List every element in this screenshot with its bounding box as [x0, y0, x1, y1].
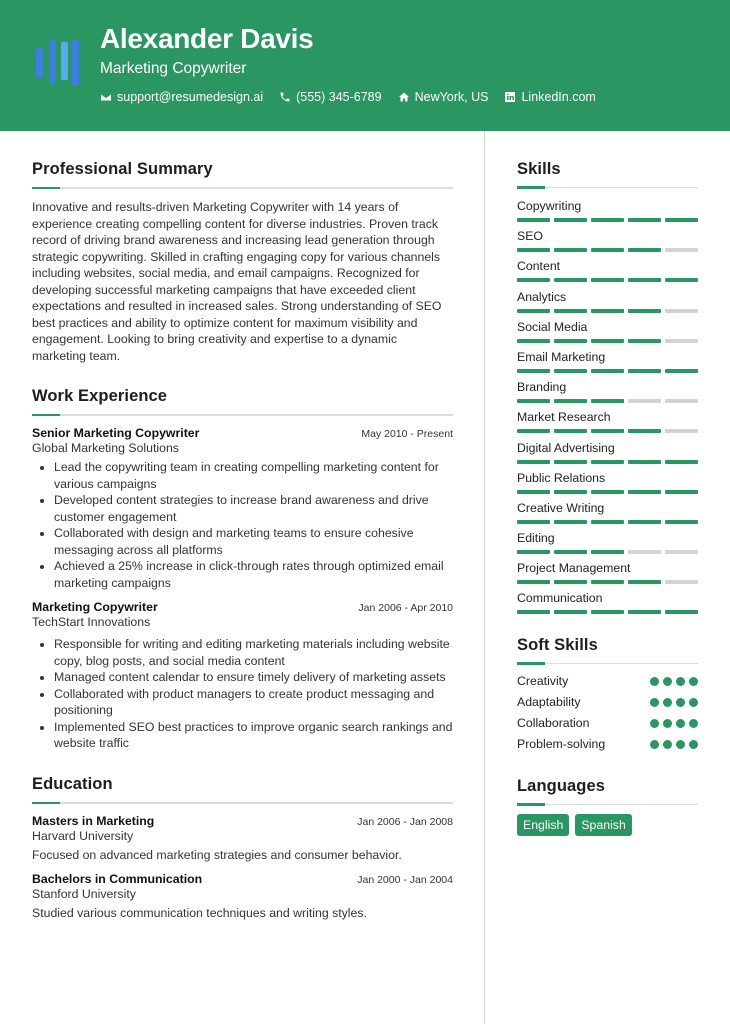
- skill-level-segment: [665, 369, 698, 373]
- level-dot: [663, 740, 672, 749]
- summary-text: Innovative and results-driven Marketing Copywriter with 14 years of experience creating compelling content for diverse industries. Proven track record of driving brand awareness and increasing lead generation through strategic copywriting. Skilled in crafting engaging copy for various channels including websites, social media, and email campaigns. Recognized for developing successful marketing campaigns that have exceeded client expectations and resulted in increased sales. Strong understanding of SEO best practices and ability to optimize content for maximum visibility and engagement. Looking to bring creativity and expertise to a dynamic marketing team.: [32, 200, 442, 363]
- list-item: • Developed content strategies to increase brand awareness and drive customer engagement: [54, 492, 453, 525]
- skill-level-segment: [554, 580, 587, 584]
- skill-level-segment: [665, 278, 698, 282]
- degree-title: Bachelors in Communication: [32, 871, 203, 886]
- contact-linkedin[interactable]: [504, 90, 595, 104]
- soft-skills-section: [517, 636, 698, 755]
- skill-level-segment: [665, 399, 698, 403]
- education-date: Jan 2000 - Jan 2004: [357, 873, 453, 886]
- skill-level-segment: [554, 218, 587, 222]
- skill-name: Project Management: [517, 561, 631, 576]
- skill-level-segment: [665, 339, 698, 343]
- skill-level-segment: [554, 248, 587, 252]
- contact-list: [100, 90, 596, 104]
- contact-email[interactable]: [100, 90, 263, 104]
- skill-name: Social Media: [517, 319, 588, 334]
- skill-level-bar: [517, 399, 698, 403]
- skill-level-segment: [554, 429, 587, 433]
- skill-level-segment: [517, 399, 550, 403]
- education-section: [32, 775, 453, 920]
- skill-level-segment: [554, 490, 587, 494]
- skill-level-segment: [591, 550, 624, 554]
- skills-section: [517, 160, 698, 620]
- list-item: • Achieved a 25% increase in click-through rates through optimized email marketing campaigns: [54, 558, 453, 591]
- list-item: • Managed content calendar to ensure timely delivery of marketing assets: [54, 669, 453, 686]
- list-item: • Responsible for writing and editing marketing materials including website copy, blog posts, and social media content: [54, 636, 453, 669]
- skill-item: [517, 288, 698, 318]
- skill-level-segment: [628, 248, 661, 252]
- job-company: TechStart Innovations: [32, 615, 151, 629]
- skill-item: [517, 589, 698, 619]
- skill-name: Communication: [517, 591, 603, 606]
- skill-level-segment: [665, 218, 698, 222]
- skill-name: Editing: [517, 531, 555, 546]
- skill-level-segment: [665, 550, 698, 554]
- skill-name: Creative Writing: [517, 500, 605, 515]
- skill-level-segment: [628, 520, 661, 524]
- column-divider: [484, 131, 485, 1024]
- skill-level-segment: [517, 610, 550, 614]
- skill-level-segment: [517, 369, 550, 373]
- skill-level-bar: [517, 278, 698, 282]
- skill-level-segment: [517, 218, 550, 222]
- skill-level-segment: [554, 278, 587, 282]
- skill-level-segment: [517, 309, 550, 313]
- education-date: Jan 2006 - Jan 2008: [357, 815, 453, 828]
- job-title: Marketing Copywriter: [32, 600, 158, 614]
- skill-level-bar: [517, 309, 698, 313]
- skill-level-segment: [591, 248, 624, 252]
- experience-section: [32, 387, 453, 752]
- contact-phone[interactable]: [279, 90, 381, 104]
- skill-level-segment: [591, 399, 624, 403]
- school-name: Stanford University: [32, 886, 136, 901]
- contact-location-text: NewYork, US: [414, 90, 489, 104]
- skill-level-segment: [591, 339, 624, 343]
- skill-level-segment: [591, 429, 624, 433]
- skill-level-segment: [628, 369, 661, 373]
- level-dot: [676, 719, 685, 728]
- job-date: May 2010 - Present: [361, 428, 453, 440]
- section-rule: [32, 802, 453, 804]
- skill-item: [517, 227, 698, 257]
- experience-title: Work Experience: [32, 387, 168, 405]
- level-dot: [650, 677, 659, 686]
- list-item: • Lead the copywriting team in creating compelling marketing content for various campaigns: [54, 459, 453, 492]
- skill-level-bar: [517, 369, 698, 373]
- skill-name: Public Relations: [517, 470, 606, 485]
- skill-level-segment: [665, 520, 698, 524]
- skill-level-segment: [517, 520, 550, 524]
- skill-level-segment: [554, 339, 587, 343]
- degree-title: Masters in Marketing: [32, 813, 155, 828]
- skill-level-segment: [665, 610, 698, 614]
- job-entry: [32, 600, 453, 752]
- language-tag: English: [517, 814, 569, 836]
- skill-level-bar: [517, 550, 698, 554]
- skill-level-segment: [628, 399, 661, 403]
- skill-level-bar: [517, 339, 698, 343]
- soft-skill-level-dots: [650, 698, 698, 707]
- level-dot: [663, 677, 672, 686]
- level-dot: [663, 719, 672, 728]
- skill-level-segment: [517, 429, 550, 433]
- skill-level-segment: [591, 490, 624, 494]
- education-title: Education: [32, 774, 113, 793]
- soft-skill-name: Adaptability: [517, 695, 581, 710]
- skill-level-segment: [628, 309, 661, 313]
- languages-section: [517, 777, 698, 836]
- school-name: Harvard University: [32, 828, 134, 843]
- skill-item: [517, 408, 698, 438]
- skill-level-segment: [665, 429, 698, 433]
- skill-level-segment: [591, 369, 624, 373]
- skill-level-segment: [591, 218, 624, 222]
- skill-level-segment: [591, 278, 624, 282]
- contact-linkedin-text: LinkedIn.com: [521, 90, 596, 104]
- level-dot: [676, 740, 685, 749]
- soft-skills-list: [517, 671, 698, 755]
- level-dot: [650, 719, 659, 728]
- level-dot: [689, 677, 698, 686]
- level-dot: [676, 677, 685, 686]
- skill-level-bar: [517, 218, 698, 222]
- skill-level-bar: [517, 460, 698, 464]
- skill-level-segment: [591, 309, 624, 313]
- skill-level-bar: [517, 610, 698, 614]
- level-dot: [689, 698, 698, 707]
- skills-title: Skills: [517, 160, 561, 178]
- level-dot: [663, 698, 672, 707]
- skill-level-bar: [517, 520, 698, 524]
- skill-level-segment: [517, 550, 550, 554]
- education-entry: [32, 872, 453, 920]
- languages-title: Languages: [517, 776, 606, 795]
- language-tag: Spanish: [575, 814, 631, 836]
- skill-name: Content: [517, 259, 561, 274]
- soft-skill-item: [517, 713, 698, 734]
- skill-level-segment: [628, 550, 661, 554]
- skill-level-segment: [517, 490, 550, 494]
- level-dot: [689, 740, 698, 749]
- skill-level-segment: [665, 309, 698, 313]
- skill-level-segment: [517, 580, 550, 584]
- skill-level-bar: [517, 429, 698, 433]
- section-rule: [32, 187, 453, 189]
- skill-level-segment: [628, 429, 661, 433]
- skill-level-segment: [517, 248, 550, 252]
- home-icon: [398, 91, 410, 103]
- skill-level-segment: [554, 369, 587, 373]
- soft-skills-title: Soft Skills: [517, 635, 598, 654]
- skill-item: [517, 439, 698, 469]
- job-entry: [32, 426, 453, 591]
- skill-level-segment: [628, 460, 661, 464]
- skill-item: [517, 378, 698, 408]
- soft-skill-name: Collaboration: [517, 716, 590, 731]
- skill-level-segment: [665, 580, 698, 584]
- skill-item: [517, 257, 698, 287]
- skill-name: Analytics: [517, 289, 567, 304]
- list-item: • Implemented SEO best practices to improve organic search rankings and website traffic: [54, 719, 453, 752]
- skill-level-segment: [665, 248, 698, 252]
- education-description: Studied various communication techniques and writing styles.: [32, 905, 367, 920]
- skill-level-segment: [554, 520, 587, 524]
- skill-name: Email Marketing: [517, 349, 606, 364]
- skill-level-bar: [517, 248, 698, 252]
- skill-level-segment: [628, 610, 661, 614]
- skill-item: [517, 318, 698, 348]
- job-date: Jan 2006 - Apr 2010: [358, 602, 453, 614]
- list-item: • Collaborated with design and marketing teams to ensure cohesive messaging across all platforms: [54, 525, 453, 558]
- skill-level-bar: [517, 580, 698, 584]
- skill-item: [517, 348, 698, 378]
- skill-level-segment: [628, 490, 661, 494]
- skill-level-segment: [517, 339, 550, 343]
- skill-level-segment: [665, 460, 698, 464]
- job-title: Senior Marketing Copywriter: [32, 426, 200, 440]
- soft-skill-item: [517, 734, 698, 755]
- skill-level-segment: [628, 278, 661, 282]
- skill-level-segment: [517, 460, 550, 464]
- contact-email-text: support@resumedesign.ai: [117, 90, 264, 104]
- section-rule: [517, 804, 698, 805]
- education-description: Focused on advanced marketing strategies and consumer behavior.: [32, 847, 402, 862]
- section-rule: [32, 414, 453, 416]
- linkedin-icon: [504, 91, 516, 103]
- main-column: [32, 160, 453, 920]
- candidate-name: Alexander Davis: [100, 23, 314, 54]
- soft-skill-level-dots: [650, 719, 698, 728]
- skill-level-segment: [517, 278, 550, 282]
- skill-level-segment: [554, 460, 587, 464]
- summary-section: [32, 160, 453, 364]
- section-rule: [517, 663, 698, 664]
- soft-skill-item: [517, 671, 698, 692]
- soft-skill-item: [517, 692, 698, 713]
- skill-level-segment: [591, 520, 624, 524]
- job-bullets: [32, 636, 453, 752]
- skill-level-segment: [554, 399, 587, 403]
- level-dot: [650, 698, 659, 707]
- skill-level-segment: [628, 580, 661, 584]
- side-column: [517, 160, 698, 836]
- skill-item: [517, 499, 698, 529]
- soft-skill-level-dots: [650, 677, 698, 686]
- candidate-role: Marketing Copywriter: [100, 60, 247, 77]
- phone-icon: [279, 91, 291, 103]
- skill-name: Copywriting: [517, 199, 582, 213]
- list-item: • Collaborated with product managers to create product messaging and positioning: [54, 686, 453, 719]
- skill-item: [517, 559, 698, 589]
- summary-title: Professional Summary: [32, 160, 213, 178]
- skill-level-segment: [554, 550, 587, 554]
- skill-name: SEO: [517, 229, 543, 244]
- skill-name: Market Research: [517, 410, 611, 425]
- contact-phone-text: (555) 345-6789: [296, 90, 382, 104]
- bar-logo-icon: [36, 38, 80, 88]
- education-entry: [32, 814, 453, 862]
- skill-item: [517, 197, 698, 227]
- skill-level-segment: [628, 339, 661, 343]
- envelope-icon: [100, 91, 112, 103]
- section-rule: [517, 187, 698, 188]
- level-dot: [689, 719, 698, 728]
- level-dot: [676, 698, 685, 707]
- soft-skill-name: Problem-solving: [517, 737, 606, 752]
- soft-skill-level-dots: [650, 740, 698, 749]
- skill-level-segment: [591, 610, 624, 614]
- job-company: Global Marketing Solutions: [32, 441, 179, 455]
- soft-skill-name: Creativity: [517, 674, 569, 689]
- language-tags: [517, 814, 698, 836]
- skill-level-segment: [591, 460, 624, 464]
- skill-item: [517, 469, 698, 499]
- skill-name: Branding: [517, 380, 567, 395]
- skill-level-bar: [517, 490, 698, 494]
- skills-list: [517, 197, 698, 620]
- skill-item: [517, 529, 698, 559]
- skill-level-segment: [628, 218, 661, 222]
- contact-location: [398, 90, 489, 104]
- skill-level-segment: [591, 580, 624, 584]
- skill-level-segment: [554, 309, 587, 313]
- level-dot: [650, 740, 659, 749]
- skill-level-segment: [665, 490, 698, 494]
- skill-level-segment: [554, 610, 587, 614]
- skill-name: Digital Advertising: [517, 440, 615, 455]
- resume-header: [0, 0, 730, 131]
- job-bullets: [32, 459, 453, 591]
